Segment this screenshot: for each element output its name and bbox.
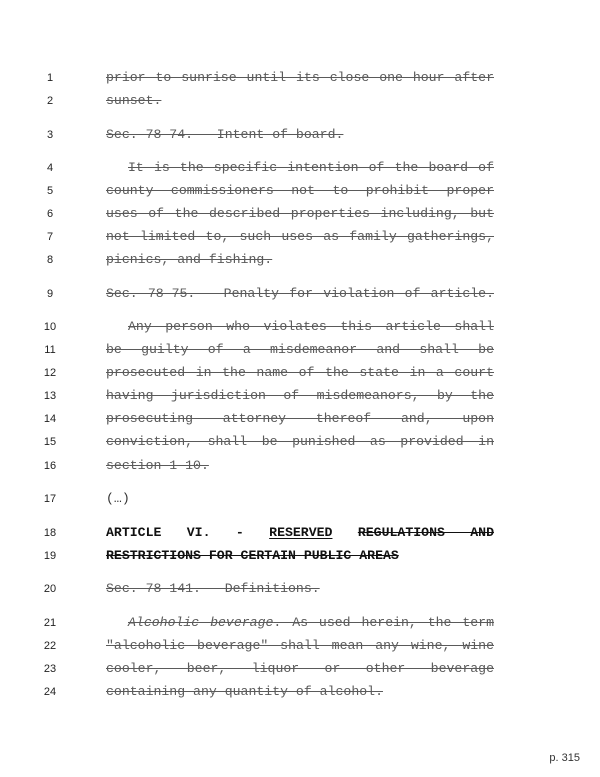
section-heading <box>0 126 600 144</box>
page-number: p. 315 <box>549 752 580 764</box>
line-text: not limited to, such uses as family gatherings, <box>106 229 494 244</box>
line-number: 15 <box>43 436 57 448</box>
article-prefix: ARTICLE VI. - <box>106 525 244 540</box>
line-text: Sec. 78-75. - Penalty for violation of article. <box>106 286 494 301</box>
line-number: 9 <box>46 288 54 300</box>
line-number: 19 <box>43 550 57 562</box>
line-text: "alcoholic beverage" shall mean any wine, wine <box>106 638 494 653</box>
text-line <box>0 614 600 632</box>
line-text: be guilty of a misdemeanor and shall be <box>106 342 494 357</box>
line-number: 2 <box>46 95 54 107</box>
line-text: prosecuted in the name of the state in a court <box>106 365 494 380</box>
text-line <box>0 387 600 405</box>
line-number: 10 <box>43 321 57 333</box>
omission-marker <box>0 490 600 508</box>
section-heading <box>0 580 600 598</box>
line-text: RESTRICTIONS FOR CERTAIN PUBLIC AREAS <box>106 548 399 563</box>
text-line <box>0 457 600 475</box>
line-text: Sec. 78-141. - Definitions. <box>106 581 320 596</box>
text-line <box>0 318 600 336</box>
line-number: 23 <box>43 663 57 675</box>
line-number: 3 <box>46 129 54 141</box>
text-line <box>0 92 600 110</box>
line-text: conviction, shall be punished as provided in <box>106 434 494 449</box>
line-text: cooler, beer, liquor or other beverage <box>106 661 494 676</box>
line-text: Any person who violates this article shall <box>128 319 494 334</box>
text-line <box>0 69 600 87</box>
defined-term: Alcoholic beverage <box>128 615 274 630</box>
line-number: 14 <box>43 413 57 425</box>
text-line <box>0 364 600 382</box>
line-text: prosecuting attorney thereof and, upon <box>106 411 494 426</box>
line-number: 7 <box>46 231 54 243</box>
line-text: prior to sunrise until its close one hour after <box>106 70 494 85</box>
line-number: 4 <box>46 162 54 174</box>
line-number: 21 <box>43 617 57 629</box>
line-text: sunset. <box>106 93 162 108</box>
article-heading <box>0 547 600 565</box>
text-line <box>0 341 600 359</box>
line-number: 17 <box>43 493 57 505</box>
line-text: county commissioners not to prohibit proper <box>106 183 494 198</box>
article-heading <box>0 524 600 542</box>
deleted-text: REGULATIONS AND <box>357 525 494 540</box>
line-text: (…) <box>106 491 130 506</box>
line-number: 11 <box>44 344 56 356</box>
line-number: 5 <box>46 185 54 197</box>
line-text: containing any quantity of alcohol. <box>106 684 383 699</box>
text-line <box>0 182 600 200</box>
text-line <box>0 660 600 678</box>
line-text <box>106 614 494 632</box>
line-text: having jurisdiction of misdemeanors, by the <box>106 388 494 403</box>
line-text: It is the specific intention of the board of <box>128 160 494 175</box>
text-line <box>0 228 600 246</box>
line-number: 6 <box>46 208 54 220</box>
text-line <box>0 410 600 428</box>
line-text: Sec. 78-74. - Intent of board. <box>106 127 344 142</box>
text-line <box>0 159 600 177</box>
line-number: 24 <box>43 686 57 698</box>
line-number: 18 <box>43 527 57 539</box>
line-number: 8 <box>46 254 54 266</box>
line-number: 16 <box>43 460 57 472</box>
text-line <box>0 683 600 701</box>
line-number: 20 <box>43 583 57 595</box>
line-text: picnics, and fishing. <box>106 252 273 267</box>
line-number: 1 <box>46 72 54 84</box>
inserted-text: RESERVED <box>269 525 333 540</box>
line-number: 13 <box>43 390 57 402</box>
line-number: 12 <box>43 367 57 379</box>
text-line <box>0 637 600 655</box>
line-text: section 1-10. <box>106 458 209 473</box>
text-line <box>0 251 600 269</box>
text-line <box>0 205 600 223</box>
section-heading <box>0 285 600 303</box>
line-text <box>106 524 494 542</box>
line-number: 22 <box>43 640 57 652</box>
text-line <box>0 433 600 451</box>
line-text: uses of the described properties including, but <box>106 206 494 221</box>
definition-text: . As used herein, the term <box>273 615 494 630</box>
